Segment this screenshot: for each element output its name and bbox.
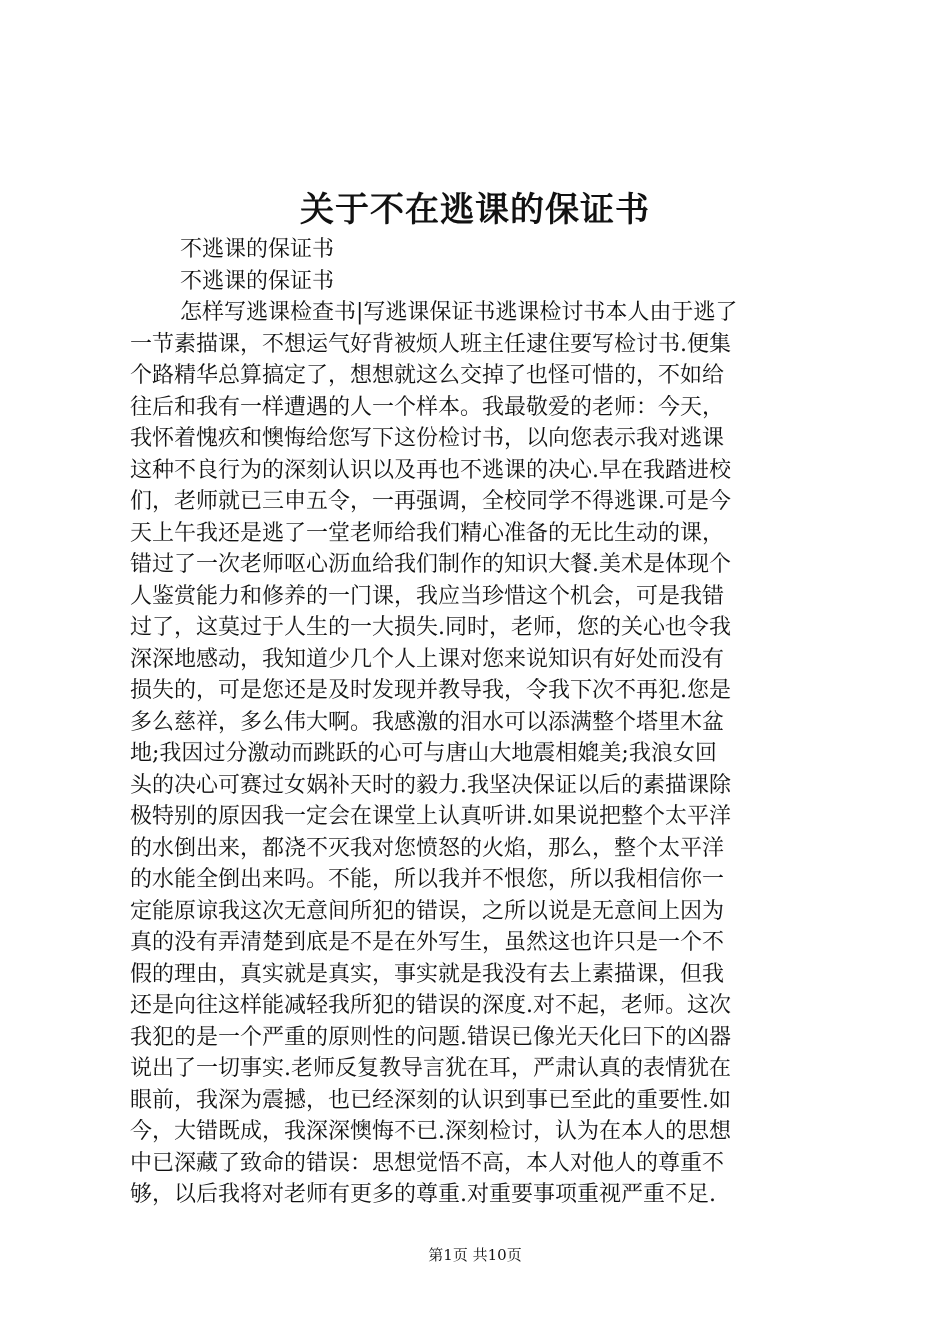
body-line: 定能原谅我这次无意间所犯的错误，之所以说是无意间上因为 — [130, 898, 725, 924]
body-line: 这种不良行为的深刻认识以及再也不逃课的决心.早在我踏进校 — [130, 457, 731, 483]
body-line: 的水倒出来，都浇不灭我对您愤怒的火焰，那么，整个太平洋 — [130, 835, 725, 861]
body-line: 怎样写逃课检查书|写逃课保证书逃课检讨书本人由于逃了 — [180, 300, 738, 325]
document-body — [130, 234, 830, 1211]
body-line: 天上午我还是逃了一堂老师给我们精心准备的无比生动的课， — [130, 520, 725, 546]
body-line: 过了，这莫过于人生的一大损失.同时，老师，您的关心也令我 — [130, 615, 731, 640]
body-line: 的水能全倒出来吗。不能，所以我并不恨您，所以我相信你一 — [130, 867, 725, 892]
body-line: 中已深藏了致命的错误：思想觉悟不高，本人对他人的尊重不 — [130, 1150, 725, 1176]
body-line: 还是向往这样能减轻我所犯的错误的深度.对不起，老师。这次 — [130, 993, 731, 1018]
body-line: 错过了一次老师呕心沥血给我们制作的知识大餐.美术是体现个 — [130, 552, 731, 577]
body-line: 眼前，我深为震撼，也已经深刻的认识到事已至此的重要性.如 — [130, 1087, 731, 1113]
body-line: 往后和我有一样遭遇的人一个样本。我最敬爱的老师：今天， — [130, 394, 725, 420]
body-line: 我犯的是一个严重的原则性的问题.错误已像光天化曰下的凶器 — [130, 1024, 731, 1050]
body-line: 多么慈祥，多么伟大啊。我感激的泪水可以添满整个塔里木盆 — [130, 709, 725, 735]
body-line: 头的决心可赛过女娲补天时的毅力.我坚决保证以后的素描课除 — [130, 772, 731, 798]
body-line: 极特别的原因我一定会在课堂上认真听讲.如果说把整个太平洋 — [130, 804, 731, 829]
body-line: 人鉴赏能力和修养的一门课，我应当珍惜这个机会，可是我错 — [130, 583, 725, 609]
body-line: 不逃课的保证书 — [180, 268, 335, 294]
page-title: 关于不在逃课的保证书 — [300, 190, 650, 230]
body-line: 个路精华总算搞定了，想想就这么交掉了也怪可惜的，不如给 — [130, 363, 725, 388]
body-line: 今，大错既成，我深深懊悔不已.深刻检讨，认为在本人的思想 — [130, 1119, 731, 1144]
body-line: 够，以后我将对老师有更多的尊重.对重要事项重视严重不足. — [130, 1182, 716, 1207]
body-line: 真的没有弄清楚到底是不是在外写生，虽然这也许只是一个不 — [130, 930, 725, 955]
body-line: 说出了一切事实.老师反复教导言犹在耳，严肃认真的表情犹在 — [130, 1056, 731, 1081]
body-line: 们，老师就已三申五令，一再强调，全校同学不得逃课.可是今 — [130, 489, 731, 514]
body-line: 地;我因过分激动而跳跃的心可与唐山大地震相媲美;我浪女回 — [130, 741, 717, 766]
body-line: 损失的，可是您还是及时发现并教导我，令我下次不再犯.您是 — [130, 678, 731, 703]
body-line: 深深地感动，我知道少几个人上课对您来说知识有好处而没有 — [130, 646, 725, 672]
page-number-footer: 第1页 共10页 — [428, 1246, 522, 1264]
body-line: 我怀着愧疚和懊悔给您写下这份检讨书，以向您表示我对逃课 — [130, 426, 725, 451]
body-line: 不逃课的保证书 — [180, 237, 335, 262]
body-line: 假的理由，真实就是真实，事实就是我没有去上素描课，但我 — [130, 961, 725, 987]
body-line: 一节素描课，不想运气好背被烦人班主任逮住要写检讨书.便集 — [130, 331, 731, 357]
